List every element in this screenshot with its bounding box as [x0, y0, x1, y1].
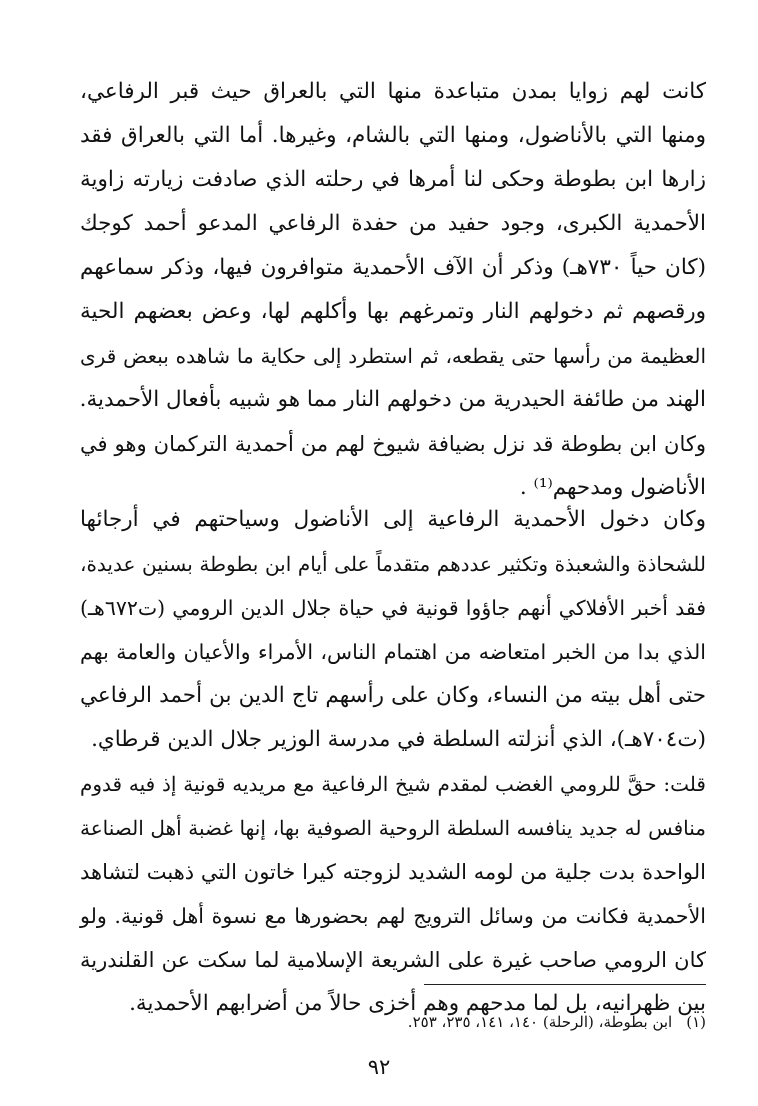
text-line: ومنها التي بالأناضول، ومنها التي بالشام، وغيرها. أما التي بالعراق فقد [80, 123, 706, 148]
paragraph-1 [80, 70, 706, 510]
text-line: بين ظهرانيه، بل لما مدحهم وهم أخزى حالاً من أضرابهم الأحمدية. [129, 991, 706, 1016]
text-line: فقد أخبر الأفلاكي أنهم جاؤوا قونية في حياة جلال الدين الرومي (ت٦٧٢هـ) [80, 596, 706, 620]
text-line: العظيمة من رأسها حتى يقطعه، ثم استطرد إلى حكاية ما شاهده ببعض قرى [80, 344, 706, 368]
text-line: وكان دخول الأحمدية الرفاعية إلى الأناضول وسياحتهم في أرجائها [80, 507, 706, 532]
text-line: للشحاذة والشعبذة وتكثير عددهم متقدماً على أيام ابن بطوطة بسنين عديدة، [80, 552, 706, 576]
page-number: ٩٢ [367, 1055, 391, 1079]
text-line: (ت٧٠٤هـ)، الذي أنزلته السلطة في مدرسة الوزير جلال الدين قرطاي. [91, 727, 706, 752]
text-line: الأحمدية الكبرى، وجود حفيد من حفدة الرفاعي المدعو أحمد كوجك [80, 211, 706, 236]
text-line: (كان حياً ٧٣٠هـ) وذكر أن الآف الأحمدية متوافرون فيها، وذكر سماعهم [80, 255, 706, 280]
text-line: كان الرومي صاحب غيرة على الشريعة الإسلامية لما سكت عن القلندرية [80, 948, 706, 972]
text-line: منافس له جديد ينافسه السلطة الروحية الصوفية بها، إنها غضبة أهل الصناعة [80, 816, 706, 840]
text-line: الواحدة بدت جلية من لومه الشديد لزوجته كيرا خاتون التي ذهبت لتشاهد [80, 860, 706, 884]
text-line: زارها ابن بطوطة وحكى لنا أمرها في رحلته الذي صادفت زيارته زاوية [80, 167, 706, 192]
text-line: حتى أهل بيته من النساء، وكان على رأسهم تاج الدين بن أحمد الرفاعي [80, 683, 706, 708]
paragraph-2 [80, 498, 706, 1026]
text-line: الأناضول ومدحهم⁽¹⁾ . [519, 475, 706, 500]
footnote-divider [424, 984, 706, 985]
text-line: وكان ابن بطوطة قد نزل بضيافة شيوخ لهم من أحمدية التركمان وهو في [80, 432, 706, 456]
footnote-text: ابن بطوطة، (الرحلة) ١٤٠، ١٤١، ٢٣٥، ٢٥٣. [407, 1013, 673, 1031]
text-line: الأحمدية فكانت من وسائل الترويج لهم بحضورها مع نسوة أهل قونية. ولو [80, 904, 706, 928]
footnote [80, 1010, 706, 1034]
text-line: كانت لهم زوايا بمدن متباعدة منها التي بالعراق حيث قبر الرفاعي، [80, 79, 706, 104]
text-line: الهند من طائفة الحيدرية من دخولهم النار مما هو شبيه بأفعال الأحمدية. [79, 387, 706, 412]
text-line: ورقصهم ثم دخولهم النار وتمرغهم بها وأكلهم لها، وعض بعضهم الحية [80, 299, 706, 324]
footnote-marker: (١) [686, 1013, 706, 1031]
text-line: قلت: حقَّ للرومي الغضب لمقدم شيخ الرفاعية مع مريديه قونية إذ فيه قدوم [80, 772, 706, 796]
text-line: الذي بدا من الخبر امتعاضه من اهتمام الناس، الأمراء والأعيان والعامة بهم [80, 640, 706, 664]
